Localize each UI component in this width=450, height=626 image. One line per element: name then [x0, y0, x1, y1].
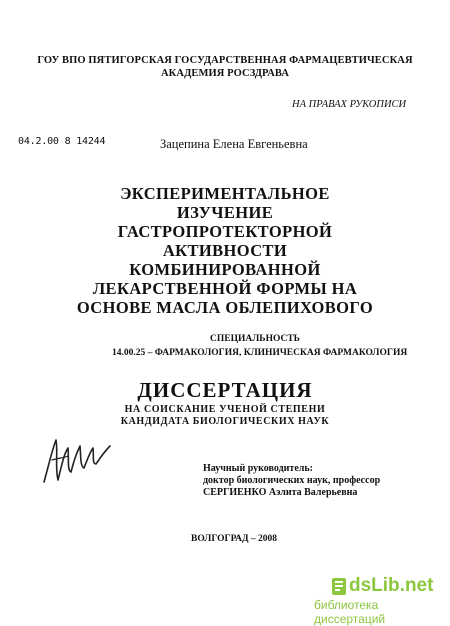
specialty-label: СПЕЦИАЛЬНОСТЬ: [210, 334, 300, 344]
title-line: КОМБИНИРОВАННОЙ: [129, 260, 321, 279]
supervisor-label: Научный руководитель:: [203, 463, 313, 474]
registration-number: 04.2.00 8 14244: [18, 136, 106, 147]
organization-name: [0, 54, 450, 80]
title-line: АКТИВНОСТИ: [162, 241, 288, 260]
supervisor-name: СЕРГИЕНКО Аэлита Валерьевна: [203, 487, 358, 498]
title-line: ОСНОВЕ МАСЛА ОБЛЕПИХОВОГО: [76, 298, 374, 317]
dissertation-title: [0, 184, 450, 317]
title-line: ГАСТРОПРОТЕКТОРНОЙ: [117, 222, 333, 241]
specialty-code: 14.00.25 – ФАРМАКОЛОГИЯ, КЛИНИЧЕСКАЯ ФАРМАКОЛОГИЯ: [112, 348, 408, 358]
organization-line-1: ГОУ ВПО ПЯТИГОРСКАЯ ГОСУДАРСТВЕННАЯ ФАРМАЦЕВТИЧЕСКАЯ: [37, 55, 413, 66]
author-name: Зацепина Елена Евгеньевна: [160, 137, 308, 151]
degree-sought: [0, 404, 450, 428]
city-year: ВОЛГОГРАД – 2008: [191, 534, 278, 544]
watermark-brand[interactable]: dsLib.net: [349, 575, 434, 596]
thesis-heading: ДИССЕРТАЦИЯ: [137, 378, 313, 402]
signature-icon: [38, 428, 118, 488]
title-line: ЭКСПЕРИМЕНТАЛЬНОЕ: [120, 184, 330, 203]
watermark-logo-icon: [330, 575, 348, 597]
degree-line-2: КАНДИДАТА БИОЛОГИЧЕСКИХ НАУК: [120, 416, 330, 427]
title-line: ЛЕКАРСТВЕННОЙ ФОРМЫ НА: [92, 279, 358, 298]
title-line: ИЗУЧЕНИЕ: [176, 203, 274, 222]
organization-line-2: АКАДЕМИЯ РОСЗДРАВА: [160, 68, 290, 79]
rights-note: НА ПРАВАХ РУКОПИСИ: [292, 99, 407, 110]
degree-line-1: НА СОИСКАНИЕ УЧЕНОЙ СТЕПЕНИ: [124, 404, 326, 415]
watermark-tagline: библиотека диссертаций: [314, 598, 386, 626]
supervisor-degree: доктор биологических наук, профессор: [203, 475, 381, 486]
